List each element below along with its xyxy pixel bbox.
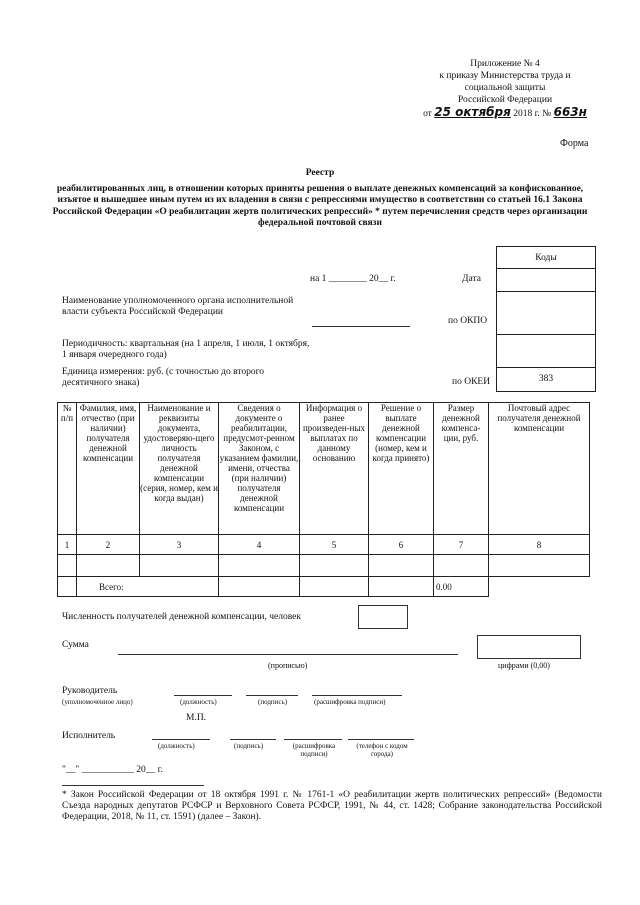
header-cell: Фамилия, имя, отчество (при наличии) получателя денежной компенсации bbox=[77, 403, 140, 535]
table-cell[interactable] bbox=[77, 555, 140, 577]
number-cell: 4 bbox=[219, 535, 300, 555]
digits-caption: цифрами (0,00) bbox=[498, 661, 550, 670]
exec-caption-decode: (расшифровка подписи) bbox=[292, 742, 336, 758]
table-number-row bbox=[58, 535, 590, 555]
number-cell: 3 bbox=[140, 535, 219, 555]
appendix-line-2: к приказу Министерства труда и bbox=[439, 71, 571, 81]
header-cell: № п/п bbox=[58, 403, 77, 535]
stamp-label: М.П. bbox=[186, 713, 207, 723]
header-cell: Информация о ранее произведен-ных выплатах по данному основанию bbox=[300, 403, 369, 535]
head-signature-line[interactable] bbox=[246, 695, 298, 696]
table-cell[interactable] bbox=[58, 555, 77, 577]
footnote-separator bbox=[62, 785, 204, 786]
table-cell bbox=[219, 577, 300, 597]
header-cell: Наименование и реквизиты документа, удостоверяю-щего личность получателя денежной компенсации (серия, номер, кем и когда выдан) bbox=[140, 403, 219, 535]
caption-decode: (расшифровка подписи) bbox=[314, 698, 386, 706]
year-text: 2018 г. № bbox=[513, 109, 552, 119]
header-cell: Решение о выплате денежной компенсации (номер, кем и когда принято) bbox=[369, 403, 434, 535]
sum-digits-box[interactable] bbox=[477, 635, 581, 659]
head-decode-line[interactable] bbox=[312, 695, 402, 696]
total-label: Всего: bbox=[77, 577, 219, 597]
number-cell: 1 bbox=[58, 535, 77, 555]
exec-caption-phone: (телефон с кодом города) bbox=[356, 742, 408, 758]
handwritten-number: 663н bbox=[553, 105, 587, 119]
code-date-cell[interactable] bbox=[497, 269, 595, 292]
codes-box bbox=[496, 246, 596, 392]
table-row bbox=[58, 555, 590, 577]
table-cell[interactable] bbox=[369, 555, 434, 577]
appendix-block bbox=[400, 58, 610, 120]
okei-label: по ОКЕИ bbox=[452, 377, 491, 387]
number-cell: 2 bbox=[77, 535, 140, 555]
title-heading: Реестр bbox=[305, 168, 335, 178]
exec-caption-signature: (подпись) bbox=[234, 742, 264, 750]
form-label: Форма bbox=[560, 138, 589, 149]
report-date-line: на 1 ________ 20__ г. bbox=[310, 274, 396, 284]
organ-name-line[interactable] bbox=[312, 326, 410, 327]
date-label: Дата bbox=[462, 274, 481, 284]
number-cell: 5 bbox=[300, 535, 369, 555]
appendix-date-line bbox=[400, 106, 610, 120]
date-prefix: от bbox=[423, 109, 432, 119]
count-label: Численность получателей денежной компенсации, человек bbox=[62, 612, 301, 622]
appendix-line-3: социальной защиты bbox=[464, 83, 546, 93]
sign-date-line: "__" ___________ 20__ г. bbox=[62, 765, 163, 775]
sum-words-line[interactable] bbox=[118, 654, 458, 655]
header-cell: Размер денежной компенса-ции, руб. bbox=[434, 403, 489, 535]
codes-header: Коды bbox=[497, 247, 595, 269]
title-body: реабилитированных лиц, в отношении которых приняты решения о выплате денежных компенсаций за конфискованное, изъятое и вышедшее иным путем из их владения в связи с репрессиями имущество в соответствии со статьей 16.1 Закона Российской Федерации «О реабилитации жертв политических репрессий» * путем перечисления средств через организации федеральной почтовой связи bbox=[52, 183, 588, 228]
handwritten-date: 25 октября bbox=[434, 105, 511, 119]
code-okpo-cell[interactable] bbox=[497, 292, 595, 335]
table-cell[interactable] bbox=[219, 555, 300, 577]
footnote: * Закон Российской Федерации от 18 октября 1991 г. № 1761-1 «О реабилитации жертв политических репрессий» (Ведомости Съезда народных депутатов РСФСР и Верховного Совета РСФСР, 1991, № 44, ст. 1428; Собрание законодательства Российской Федерации, 2018, № 11, ст. 1591) (далее – Закон). bbox=[62, 790, 602, 822]
registry-table bbox=[57, 402, 590, 597]
head-position-line[interactable] bbox=[174, 695, 232, 696]
total-value: 0.00 bbox=[434, 577, 489, 597]
sum-label: Сумма bbox=[62, 640, 89, 650]
appendix-line-1: Приложение № 4 bbox=[470, 59, 540, 69]
caption-signature: (подпись) bbox=[258, 698, 288, 706]
table-cell bbox=[58, 577, 77, 597]
number-cell: 7 bbox=[434, 535, 489, 555]
header-cell: Сведения о документе о реабилитации, предусмот-ренном Законом, с указанием фамилии, имени, отчества (при наличии) получателя денежной компенсации bbox=[219, 403, 300, 535]
table-cell[interactable] bbox=[140, 555, 219, 577]
table-cell bbox=[489, 577, 590, 597]
exec-position-line[interactable] bbox=[152, 739, 210, 740]
number-cell: 8 bbox=[489, 535, 590, 555]
number-cell: 6 bbox=[369, 535, 434, 555]
head-sublabel: (уполномоченное лицо) bbox=[62, 698, 133, 706]
unit-label: Единица измерения: руб. (с точностью до второго десятичного знака) bbox=[62, 367, 265, 388]
header-cell: Почтовый адрес получателя денежной компенсации bbox=[489, 403, 590, 535]
exec-decode-line[interactable] bbox=[284, 739, 342, 740]
count-input-box[interactable] bbox=[358, 605, 408, 629]
table-header-row bbox=[58, 403, 590, 535]
executor-label: Исполнитель bbox=[62, 731, 116, 741]
table-cell[interactable] bbox=[300, 555, 369, 577]
okpo-label: по ОКПО bbox=[448, 316, 488, 326]
exec-signature-line[interactable] bbox=[230, 739, 276, 740]
table-total-row bbox=[58, 577, 590, 597]
appendix-line-4: Российской Федерации bbox=[457, 95, 553, 105]
caption-position: (должность) bbox=[180, 698, 217, 706]
exec-caption-position: (должность) bbox=[158, 742, 195, 750]
words-caption: (прописью) bbox=[268, 661, 308, 670]
head-label: Руководитель bbox=[62, 686, 118, 696]
organ-label: Наименование уполномоченного органа исполнительной власти субъекта Российской Федерации bbox=[62, 296, 294, 317]
table-cell[interactable] bbox=[434, 555, 489, 577]
periodicity-label: Периодичность: квартальная (на 1 апреля, 1 июля, 1 октября, 1 января очередного года) bbox=[62, 339, 310, 360]
code-okei-cell: 383 bbox=[497, 368, 595, 392]
table-cell bbox=[300, 577, 369, 597]
document-title bbox=[40, 168, 600, 230]
code-periodicity-cell[interactable] bbox=[497, 335, 595, 368]
table-cell bbox=[369, 577, 434, 597]
exec-phone-line[interactable] bbox=[348, 739, 414, 740]
table-cell[interactable] bbox=[489, 555, 590, 577]
